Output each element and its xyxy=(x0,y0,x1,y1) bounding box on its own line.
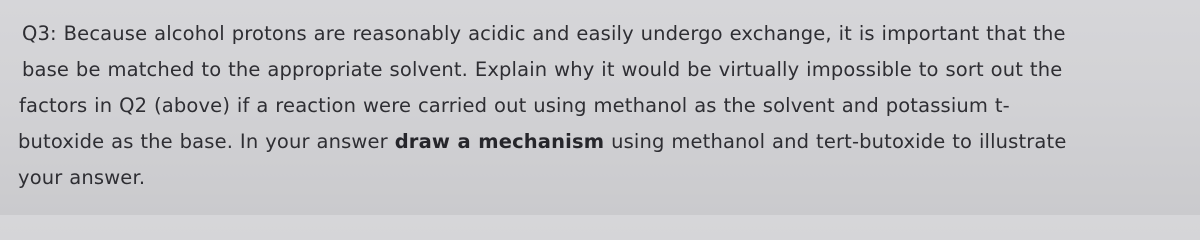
question-3 xyxy=(18,16,1180,196)
question-line-3: factors in Q2 (above) if a reaction were carried out using methanol as the solvent and potassium t- xyxy=(19,94,1010,117)
question-line-4 xyxy=(18,124,1180,160)
question-line-2: base be matched to the appropriate solvent. Explain why it would be virtually impossible to sort out the xyxy=(22,58,1063,81)
question-line-1 xyxy=(18,16,1180,52)
emphasis-draw-mechanism: draw a mechanism xyxy=(394,130,605,153)
question-text-line-1: Because alcohol protons are reasonably acidic and easily undergo exchange, it is important that the xyxy=(63,22,1066,45)
question-text-line-4-start: butoxide as the base. In your answer xyxy=(18,130,388,153)
question-label: Q3: xyxy=(22,22,57,45)
question-line-5: your answer. xyxy=(18,166,146,189)
question-text-line-4-end: using methanol and tert-butoxide to illustrate xyxy=(611,130,1067,153)
